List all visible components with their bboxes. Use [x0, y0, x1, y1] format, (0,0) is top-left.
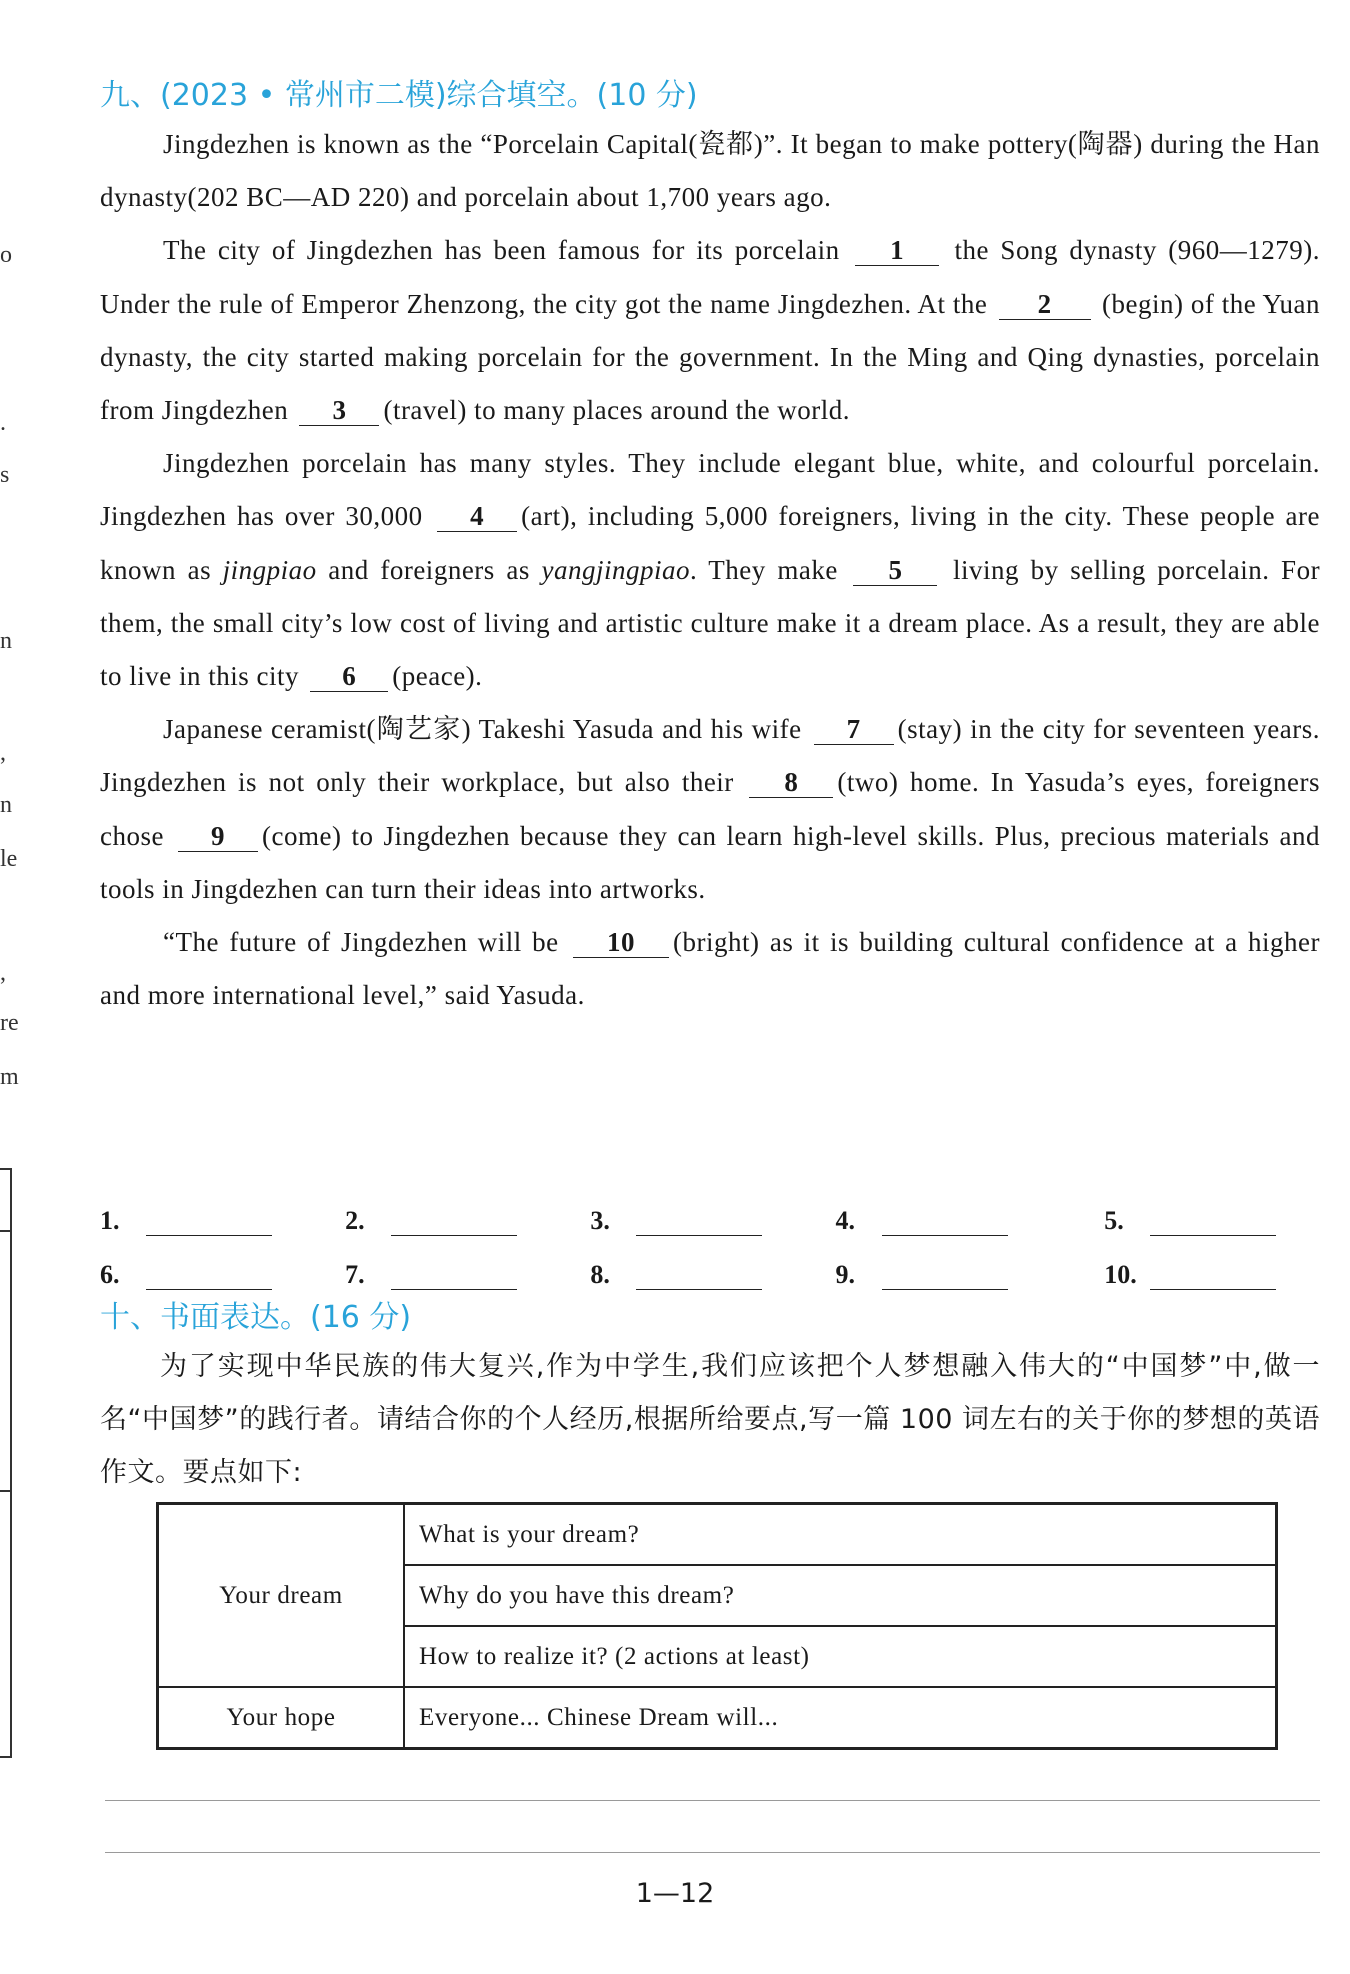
edge-fragment: re	[0, 1010, 19, 1036]
passage-text: (art), including 5,000 foreigners, living in the city. These people are known as	[100, 501, 1320, 585]
passage-term: yangjingpiao	[541, 554, 690, 585]
adjacent-page-edge	[0, 0, 24, 1974]
answer-row	[100, 1236, 1320, 1290]
blank-10[interactable]: 10	[573, 927, 669, 958]
edge-fragment: m	[0, 1064, 19, 1090]
answer-slot	[590, 1260, 835, 1290]
answer-number: 1.	[100, 1206, 120, 1235]
table-cell: How to realize it? (2 actions at least)	[404, 1626, 1277, 1687]
edge-border-line	[10, 1168, 12, 1758]
table-row	[158, 1687, 1277, 1749]
edge-fragment: o	[0, 242, 12, 268]
passage-text: (peace).	[392, 661, 483, 692]
passage-text: “The future of Jingdezhen will be	[163, 927, 559, 958]
answer-number: 8.	[590, 1260, 610, 1289]
answer-line[interactable]	[636, 1209, 762, 1236]
answer-slot	[836, 1206, 1105, 1236]
blank-1[interactable]: 1	[855, 235, 939, 266]
table-cell: What is your dream?	[404, 1504, 1277, 1566]
edge-fragment: n	[0, 628, 12, 654]
blank-7[interactable]: 7	[814, 714, 894, 745]
answer-line[interactable]	[1150, 1209, 1276, 1236]
answer-line[interactable]	[391, 1263, 517, 1290]
answer-number: 5.	[1104, 1206, 1124, 1235]
blank-5[interactable]: 5	[853, 555, 937, 586]
passage-paragraph	[100, 916, 1320, 1022]
passage-text: . They make	[689, 554, 838, 585]
section-10-title: 十、书面表达。(16 分)	[100, 1300, 412, 1335]
cloze-passage	[100, 118, 1320, 1022]
passage-text: (stay) in the city for seventeen years. Jingdezhen is not only their workplace, but also their	[100, 714, 1321, 798]
passage-text: (travel) to many places around the world.	[383, 395, 851, 426]
answer-line[interactable]	[391, 1209, 517, 1236]
edge-fragment: n	[0, 792, 12, 818]
passage-term: jingpiao	[222, 554, 317, 585]
passage-paragraph	[100, 224, 1320, 437]
edge-fragment: .	[0, 410, 6, 436]
passage-text: the Song dynasty (960—1279). Under the rule of Emperor Zhenzong, the city got the name Jingdezhen. At the	[100, 235, 1321, 319]
table-row	[158, 1504, 1277, 1566]
answer-number: 3.	[590, 1206, 610, 1235]
answer-line[interactable]	[146, 1263, 272, 1290]
passage-text: The city of Jingdezhen has been famous for its porcelain	[163, 235, 840, 266]
writing-prompt: 为了实现中华民族的伟大复兴,作为中学生,我们应该把个人梦想融入伟大的“中国梦”中,做一名“中国梦”的践行者。请结合你的个人经历,根据所给要点,写一篇 100 词左右的关于你的梦想的英语作文。要点如下:	[100, 1351, 1320, 1488]
edge-border-line	[0, 1230, 12, 1232]
answer-line[interactable]	[1150, 1263, 1276, 1290]
answer-slot	[345, 1206, 590, 1236]
edge-border-line	[0, 1756, 12, 1758]
answer-number: 4.	[835, 1206, 856, 1235]
table-row-head: Your hope	[158, 1687, 405, 1749]
answer-slot	[590, 1206, 835, 1236]
edge-fragment: le	[0, 846, 18, 872]
edge-border-line	[0, 1168, 12, 1170]
edge-fragment: ,	[0, 740, 6, 766]
page-number: 1—12	[635, 1878, 715, 1909]
table-cell: Why do you have this dream?	[404, 1565, 1277, 1626]
answer-line[interactable]	[882, 1209, 1008, 1236]
answer-lines	[100, 1182, 1320, 1290]
blank-4[interactable]: 4	[437, 501, 517, 532]
writing-line[interactable]	[105, 1852, 1320, 1853]
edge-border-line	[0, 1490, 12, 1492]
writing-outline-table	[156, 1502, 1278, 1750]
blank-2[interactable]: 2	[999, 289, 1091, 320]
writing-line[interactable]	[105, 1800, 1320, 1801]
table-cell: Everyone... Chinese Dream will...	[404, 1687, 1277, 1749]
answer-number: 6.	[100, 1260, 120, 1289]
passage-text: living by selling porcelain. For them, the small city’s low cost of living and artistic culture make it a dream place. As a result, they are able to live in this city	[100, 554, 1321, 692]
answer-line[interactable]	[146, 1209, 272, 1236]
passage-paragraph	[100, 703, 1320, 916]
passage-text: Jingdezhen porcelain has many styles. They include elegant blue, white, and colourful porcelain. Jingdezhen has over 30,000	[100, 448, 1320, 532]
passage-text: Japanese ceramist(陶艺家) Takeshi Yasuda and his wife	[163, 714, 802, 745]
answer-row	[100, 1182, 1320, 1236]
answer-number: 9.	[835, 1260, 856, 1289]
answer-slot	[345, 1260, 590, 1290]
answer-number: 10.	[1104, 1260, 1137, 1289]
answer-slot	[1104, 1260, 1320, 1290]
edge-fragment: ,	[0, 960, 6, 986]
answer-slot	[836, 1260, 1105, 1290]
answer-line[interactable]	[882, 1263, 1008, 1290]
passage-text: and foreigners as	[328, 554, 530, 585]
answer-slot	[100, 1260, 345, 1290]
blank-3[interactable]: 3	[299, 395, 379, 426]
answer-line[interactable]	[636, 1263, 762, 1290]
passage-paragraph	[100, 437, 1320, 703]
blank-9[interactable]: 9	[178, 821, 258, 852]
answer-number: 2.	[345, 1206, 365, 1235]
answer-number: 7.	[345, 1260, 365, 1289]
passage-text: (begin) of the Yuan dynasty, the city started making porcelain for the government. In the Ming and Qing dynasties, porcelain from Jingdezhen	[100, 288, 1321, 426]
passage-text: (two) home. In Yasuda’s eyes, foreigners chose	[100, 767, 1320, 851]
edge-fragment: s	[0, 462, 10, 488]
blank-6[interactable]: 6	[310, 661, 388, 692]
table-row-head: Your dream	[158, 1504, 405, 1688]
passage-text: (come) to Jingdezhen because they can learn high-level skills. Plus, precious materials and tools in Jingdezhen can turn their ideas into artworks.	[100, 820, 1321, 904]
passage-paragraph: Jingdezhen is known as the “Porcelain Capital(瓷都)”. It began to make pottery(陶器) during the Han dynasty(202 BC—AD 220) and porcelain about 1,700 years ago.	[100, 129, 1320, 213]
passage-text: (bright) as it is building cultural confidence at a higher and more international level,” said Yasuda.	[100, 927, 1320, 1011]
section-9-title: 九、(2023 • 常州市二模)综合填空。(10 分)	[100, 78, 698, 113]
answer-slot	[100, 1206, 345, 1236]
blank-8[interactable]: 8	[749, 767, 833, 798]
answer-slot	[1104, 1206, 1320, 1236]
